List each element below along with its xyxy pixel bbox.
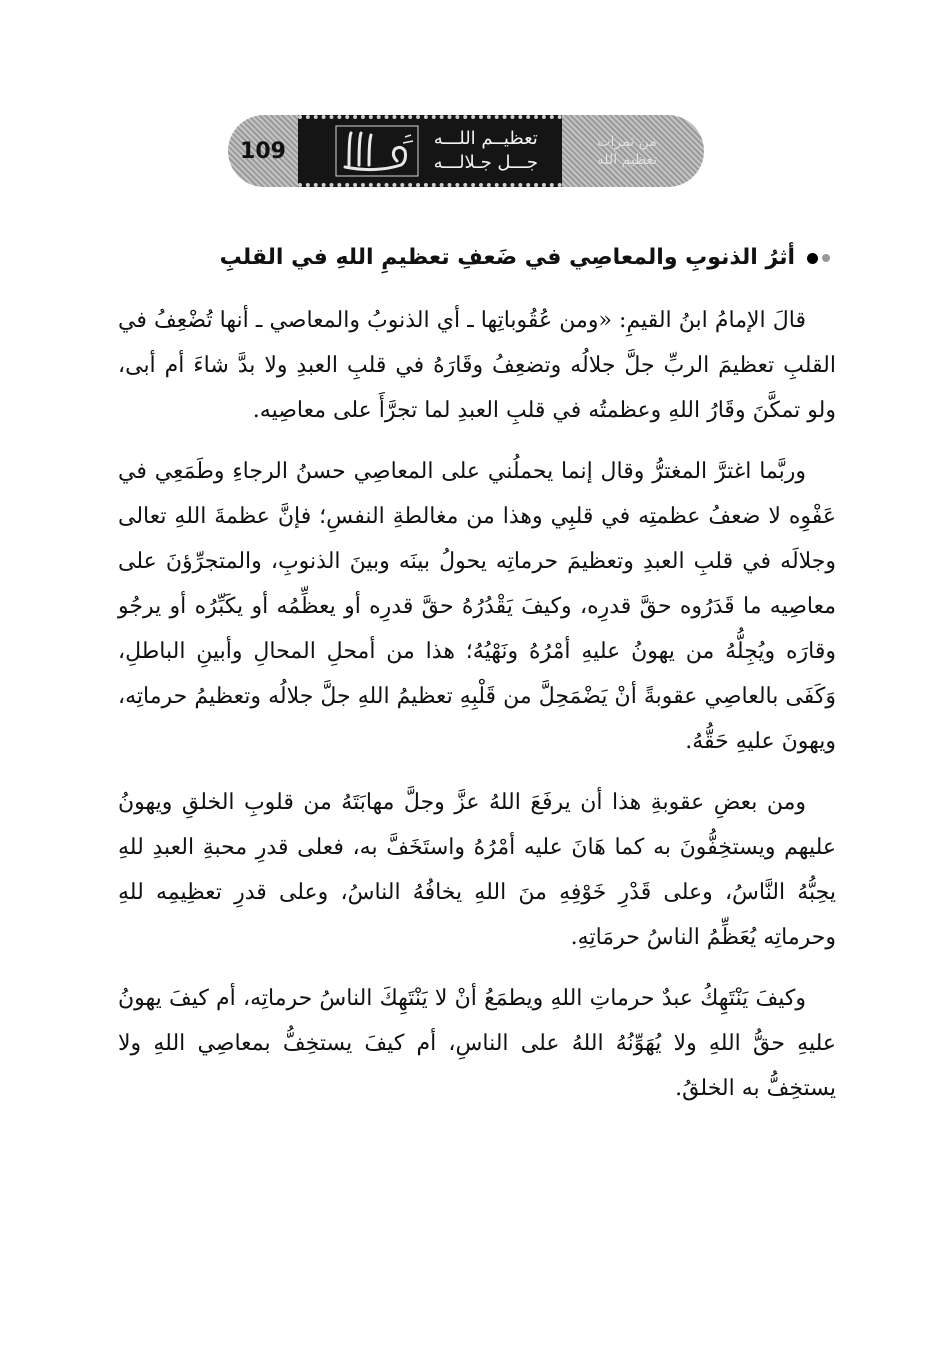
paragraph-1: قالَ الإمامُ ابنُ القيمِ: «ومن عُقُوباتِها ـ أي الذنوبُ والمعاصي ـ أنها تُضْعِفُ في القلبِ تعظيمَ الربِّ جلَّ جلالُه وتضعِفُ وقَارَهُ في قلبِ العبدِ ولا بدَّ شاءَ أم أبى، ولو تمكَّنَ وقَارُ اللهِ وعظمتُه في قلبِ العبدِ لما تجرَّأَ على معاصِيه.	[118, 308, 836, 423]
calligraphy-icon	[335, 125, 419, 177]
chapter-title-line2: جـــل جـلالـــه	[433, 152, 538, 173]
page-header-banner	[228, 115, 704, 187]
page-number: 109	[240, 138, 286, 164]
paragraph-3: ومن بعضِ عقوبةِ هذا أن يرفَعَ اللهُ عزَّ وجلَّ مهابَتَهُ من قلوبِ الخلقِ ويهونُ عليهم ويستخِفُّونَ به كما هَانَ عليه أمْرُهُ واستَخَفَّ به، فعلى قدرِ محبةِ العبدِ للهِ يحِبُّهُ النَّاسُ، وعلى قَدْرِ خَوْفِهِ منَ اللهِ يخافُهُ الناسُ، وعلى قدرِ تعظِيمِه للهِ وحرماتِه يُعَظِّمُ الناسُ حرمَاتِهِ.	[118, 790, 836, 950]
book-title-line2: تعظيم الله	[596, 152, 658, 168]
book-title-line1: من ثمرات	[597, 134, 657, 150]
section-heading	[90, 238, 830, 278]
chapter-title-line1: تعظيــم اللـــه	[433, 128, 538, 149]
paragraph-2: وربَّما اغترَّ المغترُّ وقال إنما يحملُني على المعاصِي حسنُ الرجاءِ وطَمَعِي في عَفْوِه لا ضعفُ عظمتِه في قلبِي وهذا من مغالطةِ النفسِ؛ فإنَّ عظمةَ اللهِ تعالى وجلالَه في قلبِ العبدِ وتعظيمَ حرماتِه يحولُ بينَه وبينَ الذنوبِ، والمتجرِّؤنَ على معاصِيه ما قَدَرُوه حقَّ قدرِه، وكيفَ يَقْدُرُهُ حقَّ قدرِه أو يعظِّمُه أو يكَبِّرُه أو يرجُو وقارَه ويُجِلُّهُ من يهونُ عليهِ أمْرُهُ ونَهْيُهُ؛ هذا من أمحلِ المحالِ وأبينِ الباطلِ، وَكَفَى بالعاصِي عقوبةً أنْ يَضْمَحِلَّ من قَلْبِهِ تعظيمُ اللهِ جلَّ جلالُه وتعظيمُ حرماتِه، ويهونَ عليهِ حَقُّهُ.	[118, 459, 836, 754]
body-text	[118, 298, 836, 1127]
paragraph-4: وكيفَ يَنْتَهِكُ عبدٌ حرماتِ اللهِ ويطمَعُ أنْ لا يَنْتَهِكَ الناسُ حرماتِه، أم كيفَ يهونُ عليهِ حقُّ اللهِ ولا يُهَوِّنُهُ اللهُ على الناسِ، أم كيفَ يستخِفُّ بمعاصِي اللهِ ولا يستخِفُّ به الخلقُ.	[118, 986, 836, 1101]
bullet-icon	[807, 253, 830, 264]
header-black-band	[298, 115, 562, 187]
section-heading-text: أثرُ الذنوبِ والمعاصِي في ضَعفِ تعظيمِ اللهِ في القلبِ	[219, 245, 795, 270]
book-title	[562, 115, 704, 187]
chapter-title	[420, 127, 552, 175]
allah-calligraphy-emblem	[334, 124, 420, 178]
